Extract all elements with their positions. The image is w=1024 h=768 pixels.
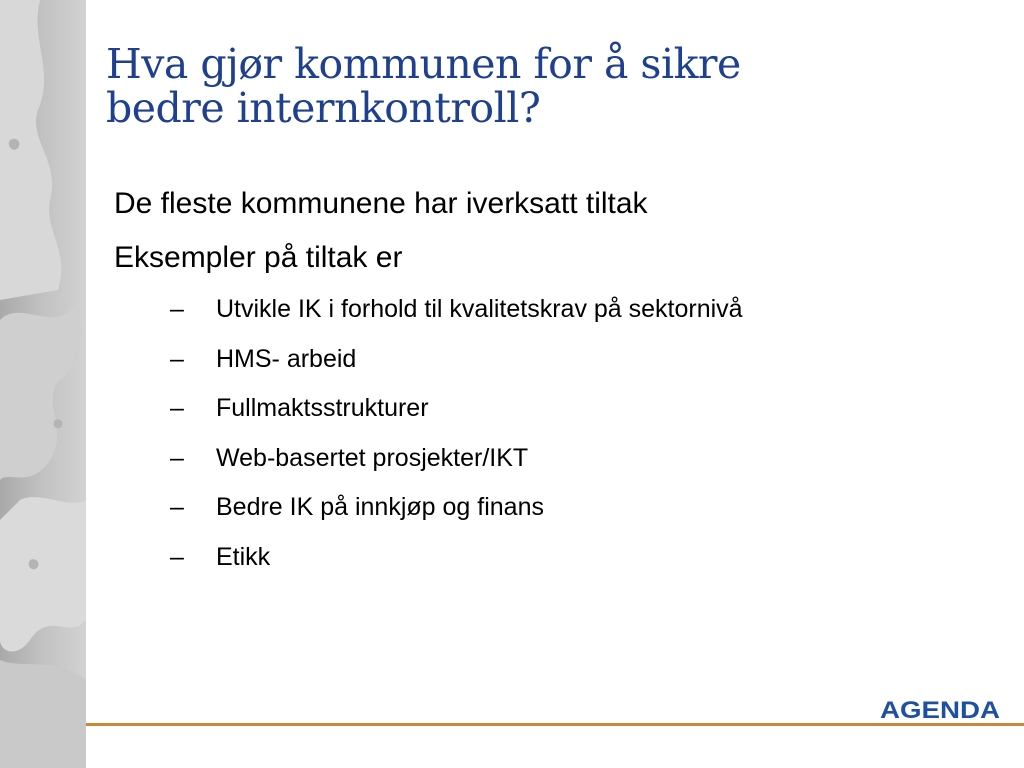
sub-bullet-item bbox=[114, 443, 743, 493]
dash-marker: – bbox=[170, 295, 184, 323]
sub-bullet-item bbox=[114, 542, 743, 592]
bullet-item: Eksempler på tiltak er bbox=[114, 241, 403, 274]
dash-marker: – bbox=[170, 344, 184, 373]
dash-marker: – bbox=[170, 443, 184, 472]
sub-bullet-text: Fullmaktsstrukturer bbox=[216, 394, 429, 423]
logo-text: AGENDA bbox=[880, 697, 1000, 722]
sub-bullet-text: Etikk bbox=[216, 542, 271, 571]
sub-bullet-item bbox=[114, 393, 743, 443]
dash-marker: – bbox=[170, 542, 184, 571]
title-line-1: Hva gjør kommunen for å sikre bbox=[106, 40, 741, 88]
sub-bullet-text: HMS- arbeid bbox=[216, 344, 357, 373]
slide-title bbox=[106, 42, 986, 130]
decorative-map-strip bbox=[0, 0, 86, 768]
title-line-2: bedre internkontroll? bbox=[106, 84, 541, 132]
footer-divider bbox=[86, 723, 1024, 726]
sub-bullet-text: Bedre IK på innkjøp og finans bbox=[216, 493, 544, 522]
sub-bullet-item bbox=[114, 344, 743, 394]
sub-bullet-item bbox=[114, 492, 743, 542]
bullet-item: De fleste kommunene har iverksatt tiltak bbox=[114, 187, 648, 220]
bullet-list bbox=[114, 186, 743, 592]
dash-marker: – bbox=[170, 394, 184, 423]
agenda-logo bbox=[880, 696, 1002, 722]
sub-bullet-item bbox=[114, 294, 743, 344]
dash-marker: – bbox=[170, 493, 184, 522]
sub-bullet-text: Web-basertet prosjekter/IKT bbox=[216, 443, 529, 472]
sub-bullet-text: Utvikle IK i forhold til kvalitetskrav på sektornivå bbox=[216, 295, 743, 323]
